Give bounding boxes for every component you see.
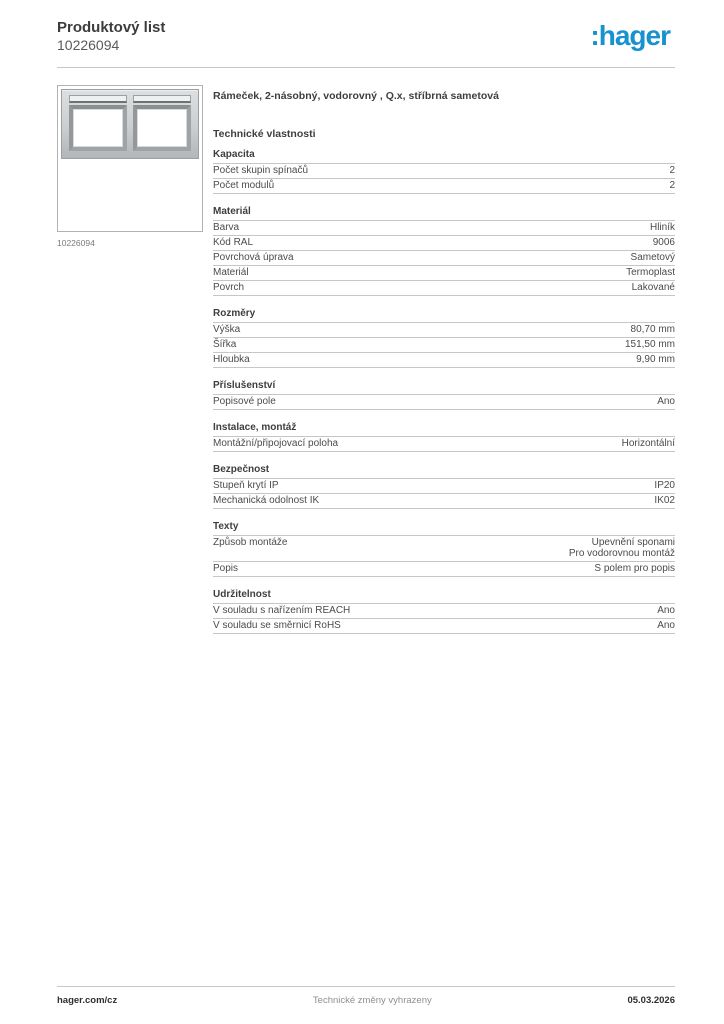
spec-value: 2 (669, 165, 675, 176)
spec-section (213, 381, 675, 410)
spec-label: V souladu s nařízením REACH (213, 605, 351, 616)
spec-row (213, 395, 675, 410)
frame-gang (69, 95, 127, 151)
spec-row (213, 266, 675, 281)
spec-row (213, 281, 675, 296)
spec-row (213, 437, 675, 452)
doc-type-title: Produktový list (57, 19, 166, 36)
spec-value: Lakované (631, 282, 675, 293)
spec-value: 80,70 mm (630, 324, 675, 335)
tech-properties-heading: Technické vlastnosti (213, 128, 316, 140)
spec-value: 9,90 mm (636, 354, 675, 365)
spec-label: Povrchová úprava (213, 252, 294, 263)
spec-label: Počet modulů (213, 180, 275, 191)
spec-section (213, 207, 675, 296)
content (57, 85, 675, 634)
spec-section (213, 309, 675, 368)
product-id: 10226094 (57, 37, 120, 53)
spec-label: Materiál (213, 267, 249, 278)
section-heading: Materiál (213, 207, 675, 221)
image-caption: 10226094 (57, 238, 95, 248)
label-field (133, 95, 191, 103)
spec-value: Horizontální (621, 438, 675, 449)
spec-row (213, 562, 675, 577)
spec-row (213, 353, 675, 368)
section-heading: Rozměry (213, 309, 675, 323)
spec-value: IK02 (654, 495, 675, 506)
spec-label: Kód RAL (213, 237, 254, 248)
spec-value: Termoplast (626, 267, 675, 278)
frame-gang (133, 95, 191, 151)
footer (57, 986, 675, 1006)
spec-sections (213, 150, 675, 634)
spec-row (213, 494, 675, 509)
label-field (69, 95, 127, 103)
spec-label: Šířka (213, 339, 237, 350)
spec-label: Stupeň krytí IP (213, 480, 279, 491)
spec-value: 151,50 mm (624, 339, 675, 350)
spec-value: Ano (657, 620, 675, 631)
spec-value: 9006 (652, 237, 675, 248)
section-heading: Bezpečnost (213, 465, 675, 479)
product-title: Rámeček, 2-násobný, vodorovný , Q.x, stříbrná sametová (213, 90, 499, 102)
product-image-column (57, 85, 203, 634)
spec-row (213, 536, 675, 562)
spec-row (213, 479, 675, 494)
frame-window (69, 105, 127, 151)
spec-section (213, 590, 675, 634)
spec-row (213, 323, 675, 338)
footer-divider (57, 986, 675, 987)
spec-label: Výška (213, 324, 241, 335)
header-divider (57, 67, 675, 68)
frame-window (133, 105, 191, 151)
footer-website: hager.com/cz (57, 995, 118, 1006)
section-heading: Příslušenství (213, 381, 675, 395)
spec-row (213, 619, 675, 634)
header (0, 0, 724, 54)
spec-value: IP20 (654, 480, 675, 491)
spec-section (213, 522, 675, 577)
spec-value: S polem pro popis (594, 563, 675, 574)
spec-label: Mechanická odolnost IK (213, 495, 320, 506)
spec-label: Hloubka (213, 354, 250, 365)
hager-logo: :hager (590, 20, 670, 51)
spec-label: Popisové pole (213, 396, 276, 407)
spec-value: Sametový (630, 252, 675, 263)
spec-value: 2 (669, 180, 675, 191)
spec-label: Počet skupin spínačů (213, 165, 309, 176)
spec-row (213, 604, 675, 619)
product-image (57, 85, 203, 232)
section-heading: Kapacita (213, 150, 675, 164)
spec-label: Povrch (213, 282, 245, 293)
footer-row (57, 995, 675, 1006)
section-heading: Instalace, montáž (213, 423, 675, 437)
spec-column (213, 85, 675, 634)
spec-section (213, 150, 675, 194)
spec-label: Montážní/připojovací poloha (213, 438, 339, 449)
spec-label: Způsob montáže (213, 537, 288, 548)
spec-label: Barva (213, 222, 240, 233)
spec-row (213, 236, 675, 251)
section-heading: Texty (213, 522, 675, 536)
spec-value: Hliník (649, 222, 675, 233)
spec-row (213, 251, 675, 266)
spec-value: Upevnění sponami Pro vodorovnou montáž (568, 537, 675, 559)
spec-row (213, 164, 675, 179)
spec-value: Ano (657, 605, 675, 616)
spec-value: Ano (657, 396, 675, 407)
spec-section (213, 423, 675, 452)
spec-row (213, 179, 675, 194)
spec-label: V souladu se směrnicí RoHS (213, 620, 341, 631)
frame-2gang-graphic (61, 89, 199, 159)
section-heading: Udržitelnost (213, 590, 675, 604)
spec-row (213, 338, 675, 353)
footer-disclaimer: Technické změny vyhrazeny (312, 995, 432, 1006)
spec-row (213, 221, 675, 236)
spec-section (213, 465, 675, 509)
spec-label: Popis (213, 563, 239, 574)
footer-date: 05.03.2026 (627, 995, 675, 1006)
